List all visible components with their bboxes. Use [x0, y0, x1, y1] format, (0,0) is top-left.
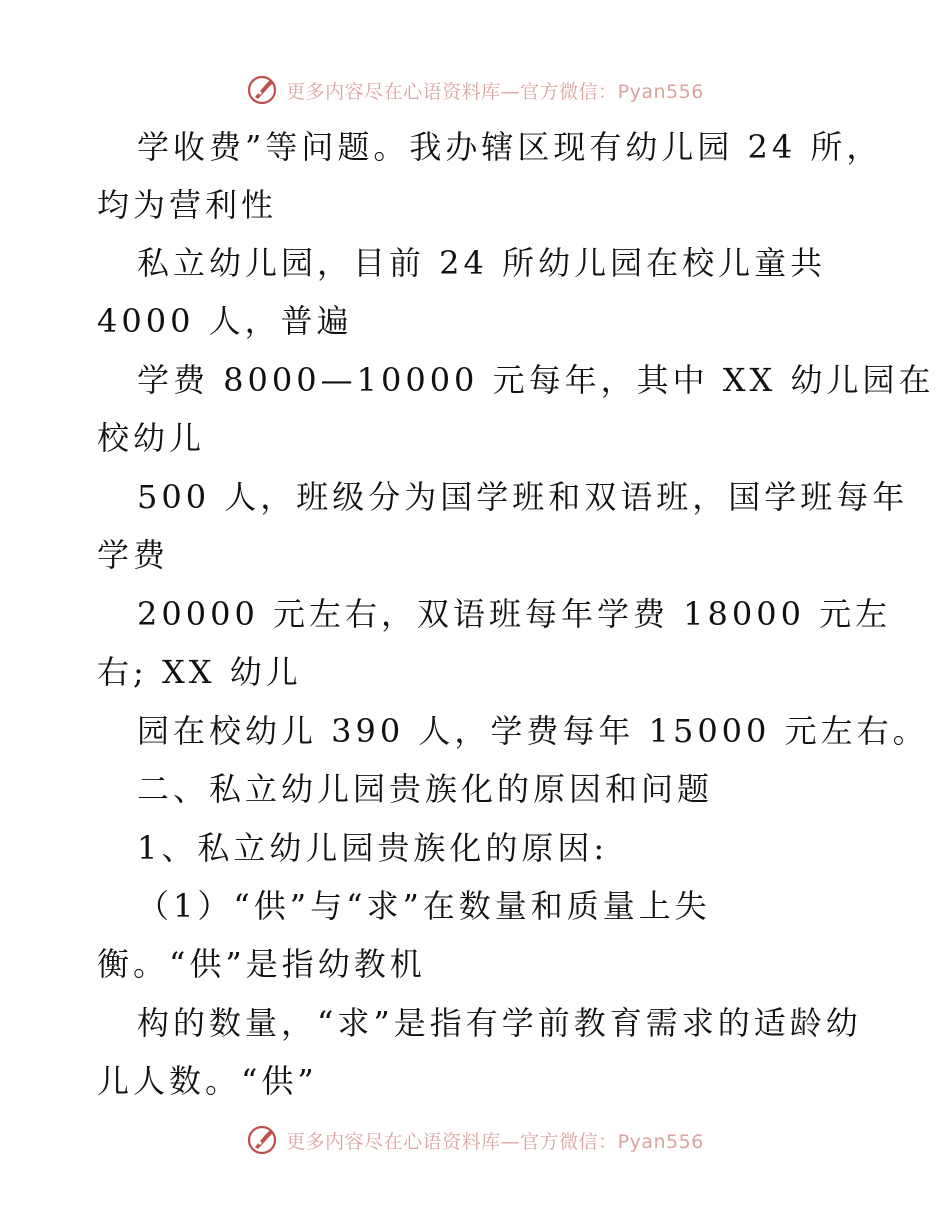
text-line: 均为营利性 — [97, 186, 278, 224]
text-line: 学费 8000—10000 元每年，其中 XX 幼儿园在 — [137, 361, 935, 399]
pen-nib-logo-icon — [246, 1124, 278, 1156]
text-line: 私立幼儿园，目前 24 所幼儿园在校儿童共 — [137, 244, 827, 282]
text-line: 学费 — [97, 536, 170, 574]
text-line: 儿人数。“供” — [97, 1062, 318, 1100]
text-line: 学收费”等问题。我办辖区现有幼儿园 24 所， — [137, 128, 883, 166]
text-line: 园在校幼儿 390 人，学费每年 15000 元左右。 — [137, 712, 929, 750]
text-line: 校幼儿 — [97, 419, 206, 457]
text-line: 500 人，班级分为国学班和双语班，国学班每年 — [137, 478, 909, 516]
footer-banner-text: 更多内容尽在心语资料库—官方微信：Pyan556 — [286, 1130, 704, 1153]
text-line: 构的数量，“求”是指有学前教育需求的适龄幼 — [137, 1004, 862, 1042]
text-line: 20000 元左右，双语班每年学费 18000 元左 — [137, 595, 892, 633]
text-line: 右; XX 幼儿 — [97, 653, 302, 691]
subsection-heading: 1、私立幼儿园贵族化的原因: — [137, 829, 609, 867]
header-banner-text: 更多内容尽在心语资料库—官方微信：Pyan556 — [286, 80, 704, 103]
text-line: 衡。“供”是指幼教机 — [97, 945, 426, 983]
footer-banner — [0, 1120, 950, 1160]
section-heading: 二、私立幼儿园贵族化的原因和问题 — [137, 770, 714, 808]
text-line: （1）“供”与“求”在数量和质量上失 — [137, 887, 711, 925]
text-line: 4000 人，普遍 — [97, 302, 353, 340]
